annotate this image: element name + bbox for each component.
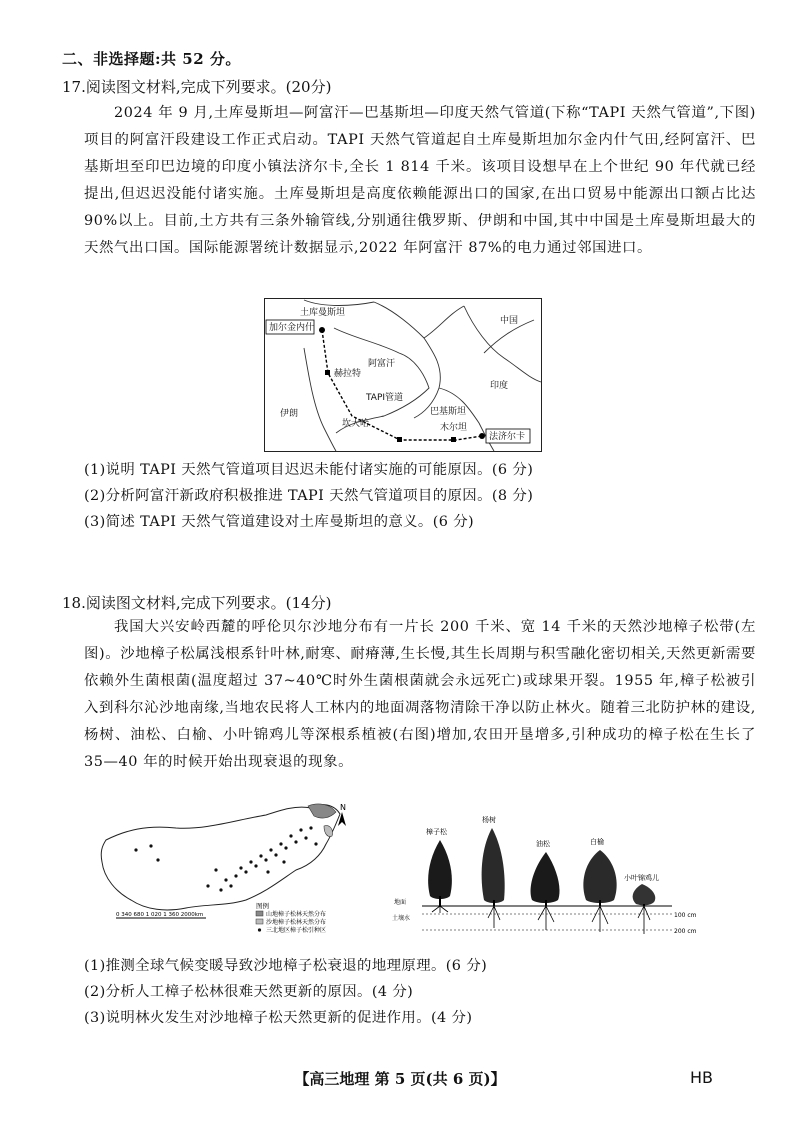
page-footer: 【高三地理 第 5 页(共 6 页)】 (294, 1070, 506, 1088)
tree-label-baiyu: 白榆 (590, 838, 604, 846)
tree-label-yousong: 油松 (536, 840, 550, 848)
footer-code: HB (690, 1068, 714, 1087)
map-label-afghanistan: 阿富汗 (368, 359, 396, 369)
tree-label-yangshu: 杨树 (482, 816, 496, 824)
map-label-kandahar: 坎大哈 (342, 419, 370, 429)
question-17-paragraph: 2024 年 9 月,土库曼斯坦—阿富汗—巴基斯坦—印度天然气管道(下称“TAPI 天然气管道”,下图)项目的阿富汗段建设工作正式启动。TAPI 天然气管道起自土库曼斯坦加尔金内什气田,经阿富汗、巴基斯坦至印巴边境的印度小镇法济尔卡,全长 1 814 千米。该项目设想早在上个世纪 90 年代就已经提出,但迟迟没能付诸实施。土库曼斯坦是高度依赖能源出口的国家,在出口贸易中能源出口额占比达 90%以上。目前,土方共有三条外输管线,分别通往俄罗斯、伊朗和中国,其中中国是土库曼斯坦最大的天然气出口国。国际能源署统计数据显示,2022 年阿富汗 87%的电力通过邻国进口。 (84, 105, 756, 256)
question-18-head: 18.阅读图文材料,完成下列要求。(14分) (62, 594, 332, 612)
map-label-galkynysh: 加尔金内什 (269, 323, 315, 333)
map-label-china: 中国 (500, 316, 519, 326)
question-17-sub-2: (2)分析阿富汗新政府积极推进 TAPI 天然气管道项目的原因。(8 分) (84, 488, 534, 504)
question-18-paragraph: 我国大兴安岭西麓的呼伦贝尔沙地分布有一片长 200 千米、宽 14 千米的天然沙地樟子松带(左图)。沙地樟子松属浅根系针叶林,耐寒、耐瘠薄,生长慢,其生长周期与积雪融化密切相关,天然更新需要依赖外生菌根菌(温度超过 37~40℃时外生菌根菌就会永远死亡)或球果开裂。1955 年,樟子松被引入到科尔沁沙地南缘,当地农民将人工林内的地面凋落物清除干净以防止林火。随着三北防护林的建设,杨树、油松、白榆、小叶锦鸡儿等深根系植被(右图)增加,农田开垦增多,引种成功的樟子松在生长了 35—40 年的时候开始出现衰退的现象。 (84, 619, 756, 770)
legend-item-introduced: 三北地区樟子松引种区 (266, 927, 327, 934)
question-17-sub-3: (3)简述 TAPI 天然气管道建设对土库曼斯坦的意义。(6 分) (84, 514, 475, 530)
depth-100-label: 100 cm (674, 912, 697, 919)
question-17-head: 17.阅读图文材料,完成下列要求。(20分) (62, 78, 332, 96)
tree-root-diagram (392, 800, 702, 940)
three-north-map (96, 800, 360, 940)
section-title: 二、非选择题:共 52 分。 (62, 50, 241, 68)
map-label-tapi: TAPI管道 (366, 393, 404, 403)
north-label: N (340, 803, 346, 812)
legend-title: 图例 (256, 902, 269, 910)
question-18-sub-3: (3)说明林火发生对沙地樟子松天然更新的促进作用。(4 分) (84, 1010, 473, 1026)
map-label-herat: 赫拉特 (334, 369, 362, 379)
map-label-iran: 伊朗 (280, 409, 299, 419)
water-table-label: 土壤水 (392, 915, 411, 922)
depth-200-label: 200 cm (674, 928, 697, 935)
tree-label-zhangzisong: 樟子松 (426, 828, 447, 836)
tree-label-xiaoyejinjier: 小叶锦鸡儿 (624, 874, 659, 882)
question-17-sub-1: (1)说明 TAPI 天然气管道项目迟迟未能付诸实施的可能原因。(6 分) (84, 462, 534, 478)
map-label-fazilka: 法济尔卡 (489, 432, 526, 442)
scale-bar-label: 0 340 680 1 020 1 360 2000km (116, 912, 204, 918)
ground-label: 地面 (394, 899, 407, 906)
map-label-pakistan: 巴基斯坦 (430, 407, 467, 417)
question-18-sub-2: (2)分析人工樟子松林很难天然更新的原因。(4 分) (84, 984, 414, 1000)
question-18-sub-1: (1)推测全球气候变暖导致沙地樟子松衰退的地理原理。(6 分) (84, 958, 488, 974)
legend-item-sandy: 沙地樟子松林天然分布 (266, 919, 327, 926)
tapi-pipeline-map (264, 298, 542, 452)
map-label-multan: 木尔坦 (440, 423, 468, 433)
map-label-turkmenistan: 土库曼斯坦 (300, 308, 346, 318)
map-label-india: 印度 (490, 381, 509, 391)
legend-item-mountain: 山地樟子松林天然分布 (266, 911, 327, 918)
